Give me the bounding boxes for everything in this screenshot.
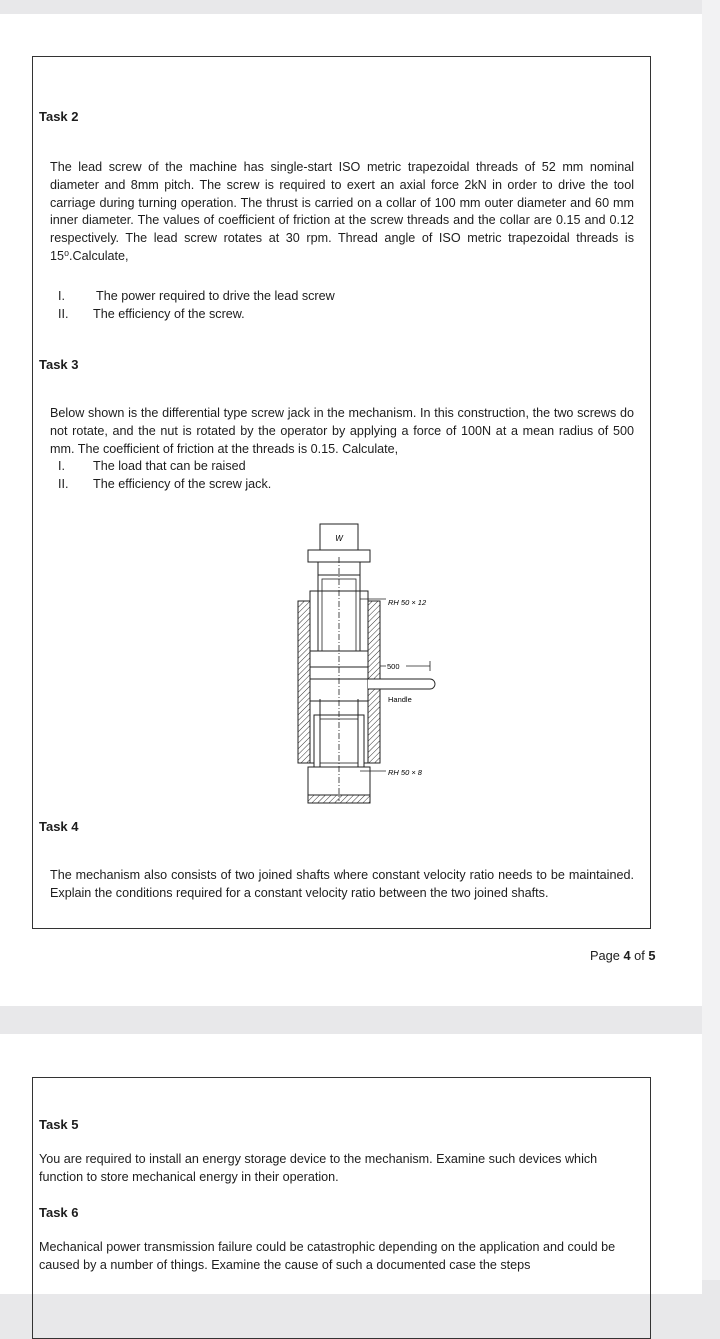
load-label: W [335,534,343,543]
task3-item-1-text: The load that can be raised [93,459,246,473]
bottom-thread-label: RH 50 × 8 [388,768,422,777]
task4-paragraph: The mechanism also consists of two joined shafts where constant velocity ratio needs to be maintained. Explain the conditions required for a constant velocity ratio between the two joined shafts. [50,868,634,900]
task2-title: Task 2 [39,109,79,124]
page-number-prefix: Page [590,948,624,963]
task2-item-2-number: II. [58,307,69,321]
task6-paragraph: Mechanical power transmission failure could be catastrophic depending on the application and could be caused by a number of things. Examine the cause of such a documented case the steps [39,1240,616,1272]
frame-left-wall [298,601,310,763]
task2-item-1 [58,288,335,306]
content-frame-2 [32,1077,651,1339]
task2-item-1-text: The power required to drive the lead screw [96,289,335,303]
document-page-4 [0,14,702,1006]
task2-item-2-text: The efficiency of the screw. [93,307,245,321]
task4-title: Task 4 [39,819,79,834]
task3-item-2-number: II. [58,477,69,491]
page-number-middle: of [630,948,649,963]
task3-item-2-text: The efficiency of the screw jack. [93,477,272,491]
task5-paragraph: You are required to install an energy storage device to the mechanism. Examine such devices which function to store mechanical energy in their operation. [39,1152,598,1184]
page-number-current: 4 [623,948,631,963]
viewer-background-strip [702,0,720,1280]
top-thread-label: RH 50 × 12 [388,598,427,607]
task2-paragraph: The lead screw of the machine has single-start ISO metric trapezoidal threads of 52 mm nominal diameter and 8mm pitch. The screw is required to exert an axial force 2kN in order to drive the tool carriage during turning operation. The thrust is carried on a collar of 100 mm outer diameter and 60 mm inner diameter. The values of coefficient of friction at the screw threads and the collar are 0.15 and 0.12 respectively. The lead screw rotates at 30 rpm. Thread angle of ISO metric trapezoidal threads is 15⁰.Calculate, [50,160,634,263]
task2-item-1-number: I. [58,289,65,303]
task3-item-1 [58,458,246,476]
task5-title: Task 5 [39,1117,79,1132]
radius-label: 500 [387,662,400,671]
task3-paragraph: Below shown is the differential type screw jack in the mechanism. In this construction, the two screws do not rotate, and the nut is rotated by the operator by applying a force of 100N at a mean radius of 500 mm. The coefficient of friction at the threads is 0.15. Calculate, [50,406,634,456]
task3-item-1-number: I. [58,459,65,473]
page-number-total: 5 [648,948,656,963]
document-page-5 [0,1034,702,1294]
task3-title: Task 3 [39,357,79,372]
task6-title: Task 6 [39,1205,79,1220]
task3-item-2 [58,476,271,494]
handle-label: Handle [388,695,412,704]
task2-item-2 [58,306,245,324]
handle [368,679,435,689]
page-number [590,948,656,963]
screw-jack-figure [290,519,460,809]
